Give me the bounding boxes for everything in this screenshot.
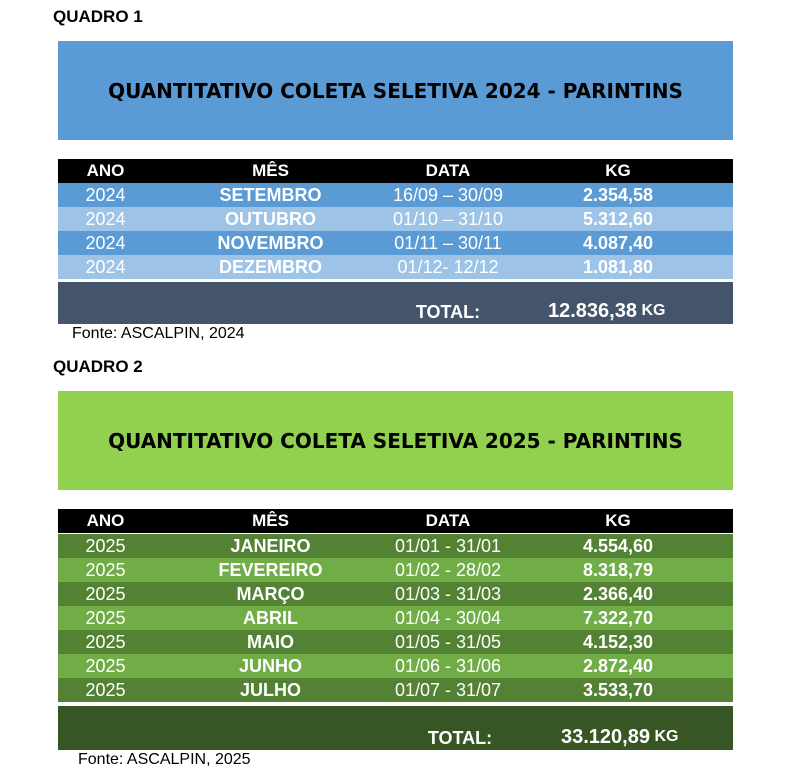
quadro1-total-value: 12.836,38 — [548, 299, 637, 322]
header-kg: KG — [605, 161, 631, 180]
cell-data: 01/05 - 31/05 — [394, 631, 502, 652]
quadro2-title: QUANTITATIVO COLETA SELETIVA 2025 - PARINTINS — [108, 428, 683, 453]
cell-ano: 2024 — [85, 184, 126, 205]
cell-mes: DEZEMBRO — [219, 256, 322, 277]
quadro2-total-unit: KG — [654, 728, 679, 745]
cell-data: 01/01 - 31/01 — [394, 535, 502, 556]
header-mes: MÊS — [252, 511, 289, 530]
quadro1-title: QUANTITATIVO COLETA SELETIVA 2024 - PARINTINS — [108, 78, 683, 103]
quadro1-title-banner — [58, 41, 733, 140]
quadro1-total-value-group — [548, 298, 698, 324]
quadro2-header-row — [58, 509, 733, 533]
quadro1-total-label: TOTAL: — [415, 301, 481, 322]
cell-ano: 2025 — [85, 679, 126, 700]
cell-mes: ABRIL — [243, 607, 298, 628]
table-row — [58, 678, 733, 702]
cell-ano: 2024 — [85, 232, 126, 253]
table-row — [58, 606, 733, 630]
cell-kg: 2.354,58 — [582, 184, 654, 205]
cell-kg: 4.152,30 — [582, 631, 654, 652]
cell-kg: 5.312,60 — [582, 208, 654, 229]
cell-ano: 2025 — [85, 655, 126, 676]
header-mes: MÊS — [252, 161, 289, 180]
cell-data: 01/10 – 31/10 — [392, 208, 504, 229]
table-row — [58, 255, 733, 279]
quadro2-fonte: Fonte: ASCALPIN, 2025 — [78, 751, 251, 768]
cell-data: 01/02 - 28/02 — [394, 559, 502, 580]
cell-data: 01/04 - 30/04 — [394, 607, 502, 628]
cell-kg: 2.366,40 — [582, 583, 654, 604]
cell-data: 16/09 – 30/09 — [392, 184, 504, 205]
cell-mes: JUNHO — [238, 655, 302, 676]
cell-ano: 2025 — [85, 559, 126, 580]
cell-data: 01/07 - 31/07 — [394, 679, 502, 700]
table-row — [58, 207, 733, 231]
cell-kg: 8.318,79 — [582, 559, 654, 580]
quadro1-total-unit: KG — [641, 302, 666, 319]
quadro2-label: QUADRO 2 — [53, 357, 143, 376]
cell-mes: NOVEMBRO — [217, 232, 324, 253]
header-data: DATA — [425, 511, 471, 530]
cell-data: 01/12- 12/12 — [397, 256, 499, 277]
cell-ano: 2025 — [85, 583, 126, 604]
cell-kg: 7.322,70 — [582, 607, 654, 628]
cell-data: 01/11 – 30/11 — [394, 232, 502, 253]
quadro2-total-row — [58, 706, 733, 750]
cell-ano: 2025 — [85, 607, 126, 628]
cell-mes: OUTUBRO — [225, 208, 316, 229]
cell-kg: 4.554,60 — [582, 535, 654, 556]
quadro1-total-row — [58, 282, 733, 324]
table-row — [58, 630, 733, 654]
header-ano: ANO — [86, 161, 125, 180]
header-ano: ANO — [86, 511, 125, 530]
cell-mes: FEVEREIRO — [218, 559, 323, 580]
table-row — [58, 231, 733, 255]
cell-ano: 2025 — [85, 535, 126, 556]
quadro2-total-label: TOTAL: — [427, 727, 493, 748]
quadro2-title-banner — [58, 391, 733, 490]
quadro1-header-row — [58, 159, 733, 183]
header-kg: KG — [605, 511, 631, 530]
table-row — [58, 534, 733, 558]
cell-data: 01/06 - 31/06 — [394, 655, 502, 676]
cell-mes: JULHO — [239, 679, 301, 700]
header-data: DATA — [425, 161, 471, 180]
quadro1-fonte: Fonte: ASCALPIN, 2024 — [72, 325, 245, 342]
cell-kg: 1.081,80 — [582, 256, 654, 277]
cell-ano: 2024 — [85, 208, 126, 229]
table-row — [58, 654, 733, 678]
quadro1-label: QUADRO 1 — [53, 7, 143, 26]
table-row — [58, 582, 733, 606]
cell-mes: SETEMBRO — [219, 184, 322, 205]
cell-kg: 4.087,40 — [582, 232, 654, 253]
cell-ano: 2025 — [85, 631, 126, 652]
quadro2-total-value: 33.120,89 — [561, 725, 650, 748]
cell-mes: JANEIRO — [230, 535, 311, 556]
cell-data: 01/03 - 31/03 — [394, 583, 502, 604]
quadro2-total-value-group — [561, 724, 726, 750]
cell-mes: MAIO — [247, 631, 294, 652]
cell-ano: 2024 — [85, 256, 126, 277]
table-row — [58, 183, 733, 207]
table-row — [58, 558, 733, 582]
cell-kg: 3.533,70 — [582, 679, 654, 700]
cell-mes: MARÇO — [236, 583, 305, 604]
cell-kg: 2.872,40 — [582, 655, 654, 676]
